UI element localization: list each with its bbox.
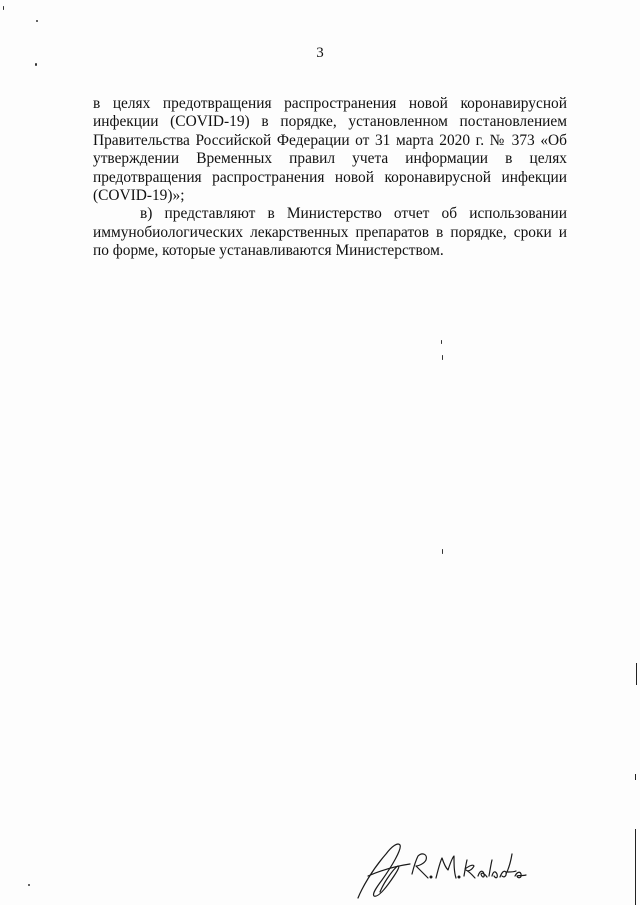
scan-speck	[442, 355, 443, 360]
paragraph-continuation: в целях предотвращения распространения новой коронавирусной инфекции (COVID-19) в порядке, установленном постановлением Правительства Российской Федерации от 31 марта 2020 г. № 373 «Об утверждении Временных правил учета информации в целях предотвращения распространения новой коронавирусной инфекции (COVID-19)»;	[93, 95, 567, 205]
scan-speck	[442, 549, 443, 554]
scan-speck	[36, 20, 38, 22]
scan-speck	[35, 63, 37, 66]
document-body	[93, 95, 567, 261]
scan-speck	[28, 884, 30, 886]
scan-edge-line	[635, 774, 636, 780]
scan-speck	[441, 340, 442, 344]
scan-speck	[3, 6, 4, 10]
signature-image	[352, 836, 532, 900]
paragraph-item-v: в) представляют в Министерство отчет об использовании иммунобиологических лекарственных препаратов в порядке, сроки и по форме, которые устанавливаются Министерством.	[93, 205, 567, 260]
page-number: 3	[316, 45, 324, 61]
scan-edge-line	[635, 829, 636, 905]
scan-edge-line	[636, 663, 637, 685]
